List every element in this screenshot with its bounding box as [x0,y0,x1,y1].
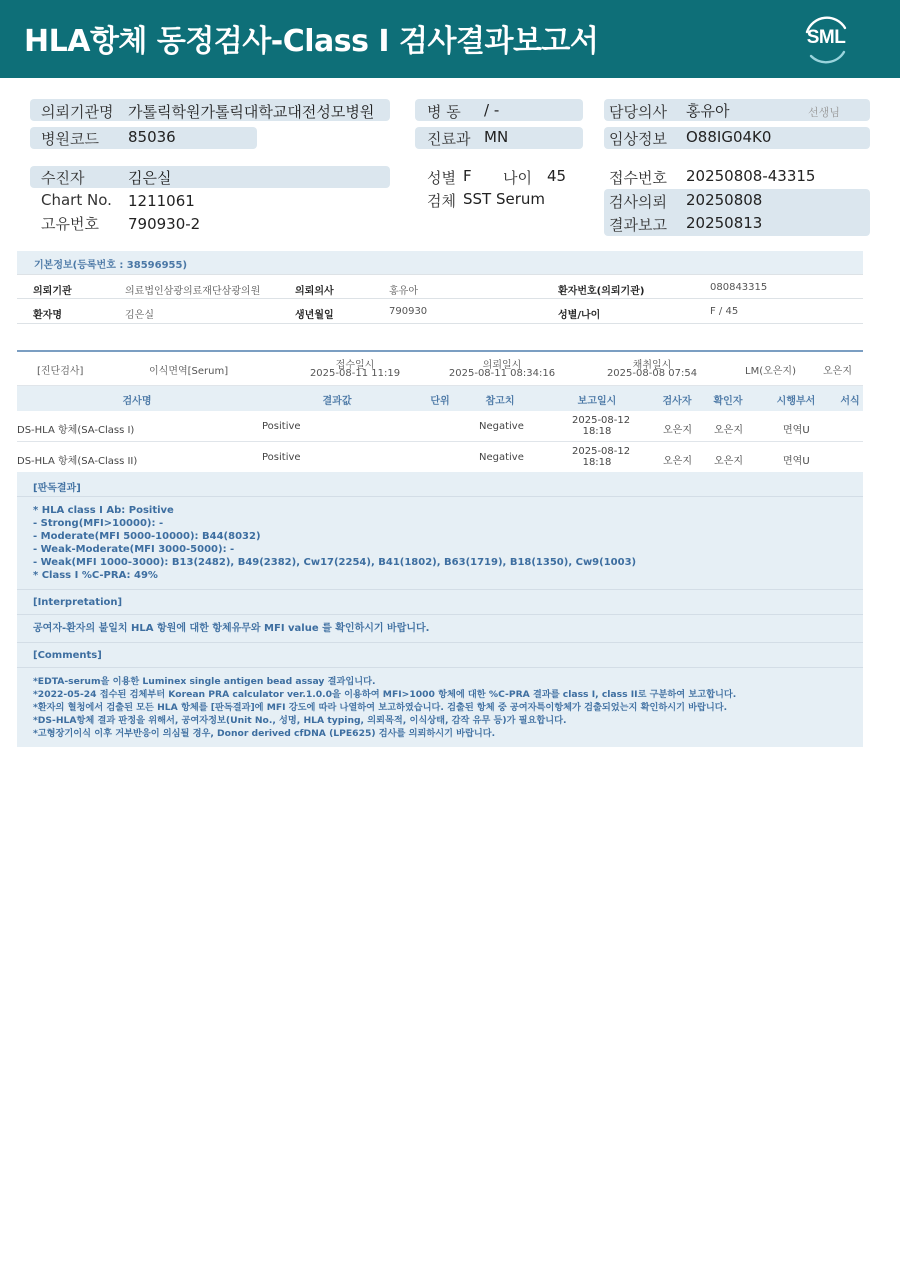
patient-label: 수진자 [41,169,85,187]
ward-value: / - [484,101,500,119]
chart-label: Chart No. [41,191,112,209]
results-section [17,350,863,473]
report-time: 18:18 [582,426,612,437]
judge-line: - Moderate(MFI 5000-10000): B44(8032) [33,531,261,542]
basic-key: 환자명 [33,310,62,321]
checker: 오은지 [714,456,743,467]
category-label: 이식면역[Serum] [149,366,229,377]
summary-row [17,352,863,386]
chart-value: 1211061 [128,192,195,210]
comment-line: *환자의 혈청에서 검출된 모든 HLA 항체를 [판독결과]에 MFI 강도에 따라 나열하여 보고하였습니다. 검출된 항체 중 공여자특이항체가 검출되었는지 확인하시기 바랍니다. [33,702,728,713]
basic-value: 080843315 [710,282,768,293]
judge-line: - Weak(MFI 1000-3000): B13(2482), B49(2382), Cw17(2254), B41(1802), B63(1719), B18(1350), Cw9(1003) [33,557,637,568]
basic-info-table [17,251,863,324]
basic-value: 790930 [389,306,428,317]
clinical-value: O88IG04K0 [686,128,772,146]
request-label: 검사의뢰 [609,193,667,211]
basic-value: 의료법인삼광의료재단삼광의원 [125,286,261,297]
institution-label: 의뢰기관명 [41,103,114,121]
collected-value: 2025-08-08 07:54 [606,368,698,379]
requested-value: 2025-08-11 08:34:16 [448,368,556,379]
checker: 오은지 [714,425,743,436]
department: 면역U [783,456,810,467]
basic-key: 의뢰의사 [295,286,334,297]
interpretation-section [17,472,863,747]
unique-label: 고유번호 [41,215,99,233]
tester: 오은지 [663,456,692,467]
table-row [17,411,863,442]
judge-line: - Strong(MFI>10000): - [33,518,164,529]
test-name: DS-HLA 항체(SA-Class II) [17,456,138,467]
column-header: 검사명 [122,396,152,407]
table-row [17,299,863,324]
received-label: 접수일시 [335,360,375,371]
judge-line: - Weak-Moderate(MFI 3000-5000): - [33,544,235,555]
accession-value: 20250808-43315 [686,167,816,185]
comment-line: *고형장기이식 이후 거부반응이 의심될 경우, Donor derived cfDNA (LPE625) 검사를 의뢰하시기 바랍니다. [33,728,496,739]
column-header: 참고치 [485,396,515,407]
judge-line: * HLA class I Ab: Positive [33,505,174,516]
request-value: 20250808 [686,191,763,209]
basic-key: 성별/나이 [558,310,601,321]
patient-value: 김은실 [128,169,172,187]
basic-value: 김은실 [125,310,154,321]
report-label: 결과보고 [609,216,667,234]
comment-line: *DS-HLA항체 결과 판정을 위해서, 공여자정보(Unit No., 성명, HLA typing, 의뢰목적, 이식상태, 감작 유무 등)가 필요합니다. [33,715,567,726]
hospital-code-label: 병원코드 [41,130,99,148]
report-title: HLA항체 동정검사-Class Ⅰ 검사결과보고서 [24,24,599,59]
report-value: 20250813 [686,214,763,232]
test-result: Positive [262,421,301,432]
age-label: 나이 [503,169,532,187]
column-header: 서식 [840,396,860,407]
diagnosis-label: [진단검사] [37,366,84,377]
doctor-value: 홍유아 [686,102,730,120]
test-name: DS-HLA 항체(SA-Class I) [17,425,135,436]
ward-label: 병 동 [427,103,461,121]
interpretation-heading: [Interpretation] [17,590,863,615]
table-row [17,274,863,299]
logo-text: SML [806,27,846,48]
basic-value: F / 45 [710,306,739,317]
test-result: Positive [262,452,301,463]
sml-logo [798,12,854,66]
test-reference: Negative [479,421,524,432]
judge-body [17,497,863,590]
clinical-label: 임상정보 [609,130,667,148]
age-value: 45 [547,167,567,185]
institution-value: 가톨릭학원가톨릭대학교대전성모병원 [128,103,375,121]
accession-label: 접수번호 [609,169,667,187]
dept-value: MN [484,128,509,146]
column-header: 단위 [430,396,450,407]
lm-label: LM(오은지) [745,366,796,377]
results-table-header [17,386,863,411]
hospital-code-value: 85036 [128,128,176,146]
interpretation-line: 공여자-환자의 불일치 HLA 항원에 대한 항체유무와 MFI value 를 확인하시기 바랍니다. [33,623,430,634]
column-header: 보고일시 [577,396,617,407]
basic-key: 생년월일 [295,310,334,321]
tester: 오은지 [663,425,692,436]
judge-line: * Class I %C-PRA: 49% [33,570,158,581]
dept-label: 진료과 [427,130,471,148]
comments-body [17,668,863,747]
test-reference: Negative [479,452,524,463]
column-header: 확인자 [713,396,743,407]
doctor-suffix: 선생님 [808,106,840,119]
collected-label: 채취일시 [632,360,672,371]
specimen-label: 검체 [427,192,456,210]
table-row [17,442,863,473]
report-date: 2025-08-12 [572,415,631,426]
judge-heading: [판독결과] [17,472,863,497]
comment-line: *2022-05-24 접수된 검체부터 Korean PRA calculator ver.1.0.0을 이용하여 MFI>1000 항체에 대한 %C-PRA 결과를 class I, class II로 구분하여 보고합니다. [33,689,737,700]
person-label: 오은지 [823,366,852,377]
basic-info-heading: 기본정보(등록번호 : 38596955) [17,251,863,274]
basic-key: 환자번호(의뢰기관) [558,286,645,297]
sex-label: 성별 [427,169,456,187]
column-header: 시행부서 [776,396,816,407]
basic-value: 홍유아 [389,286,418,297]
requested-label: 의뢰일시 [482,360,522,371]
basic-key: 의뢰기관 [33,286,72,297]
department: 면역U [783,425,810,436]
sex-value: F [463,167,472,185]
report-time: 18:18 [582,457,612,468]
column-header: 결과값 [322,396,352,407]
unique-value: 790930-2 [128,215,201,233]
interpretation-body [17,615,863,643]
doctor-label: 담당의사 [609,103,667,121]
specimen-value: SST Serum [463,190,546,208]
comments-heading: [Comments] [17,643,863,668]
report-header [0,0,900,78]
comment-line: *EDTA-serum을 이용한 Luminex single antigen bead assay 결과입니다. [33,676,376,687]
column-header: 검사자 [662,396,692,407]
received-value: 2025-08-11 11:19 [309,368,401,379]
report-date: 2025-08-12 [572,446,631,457]
